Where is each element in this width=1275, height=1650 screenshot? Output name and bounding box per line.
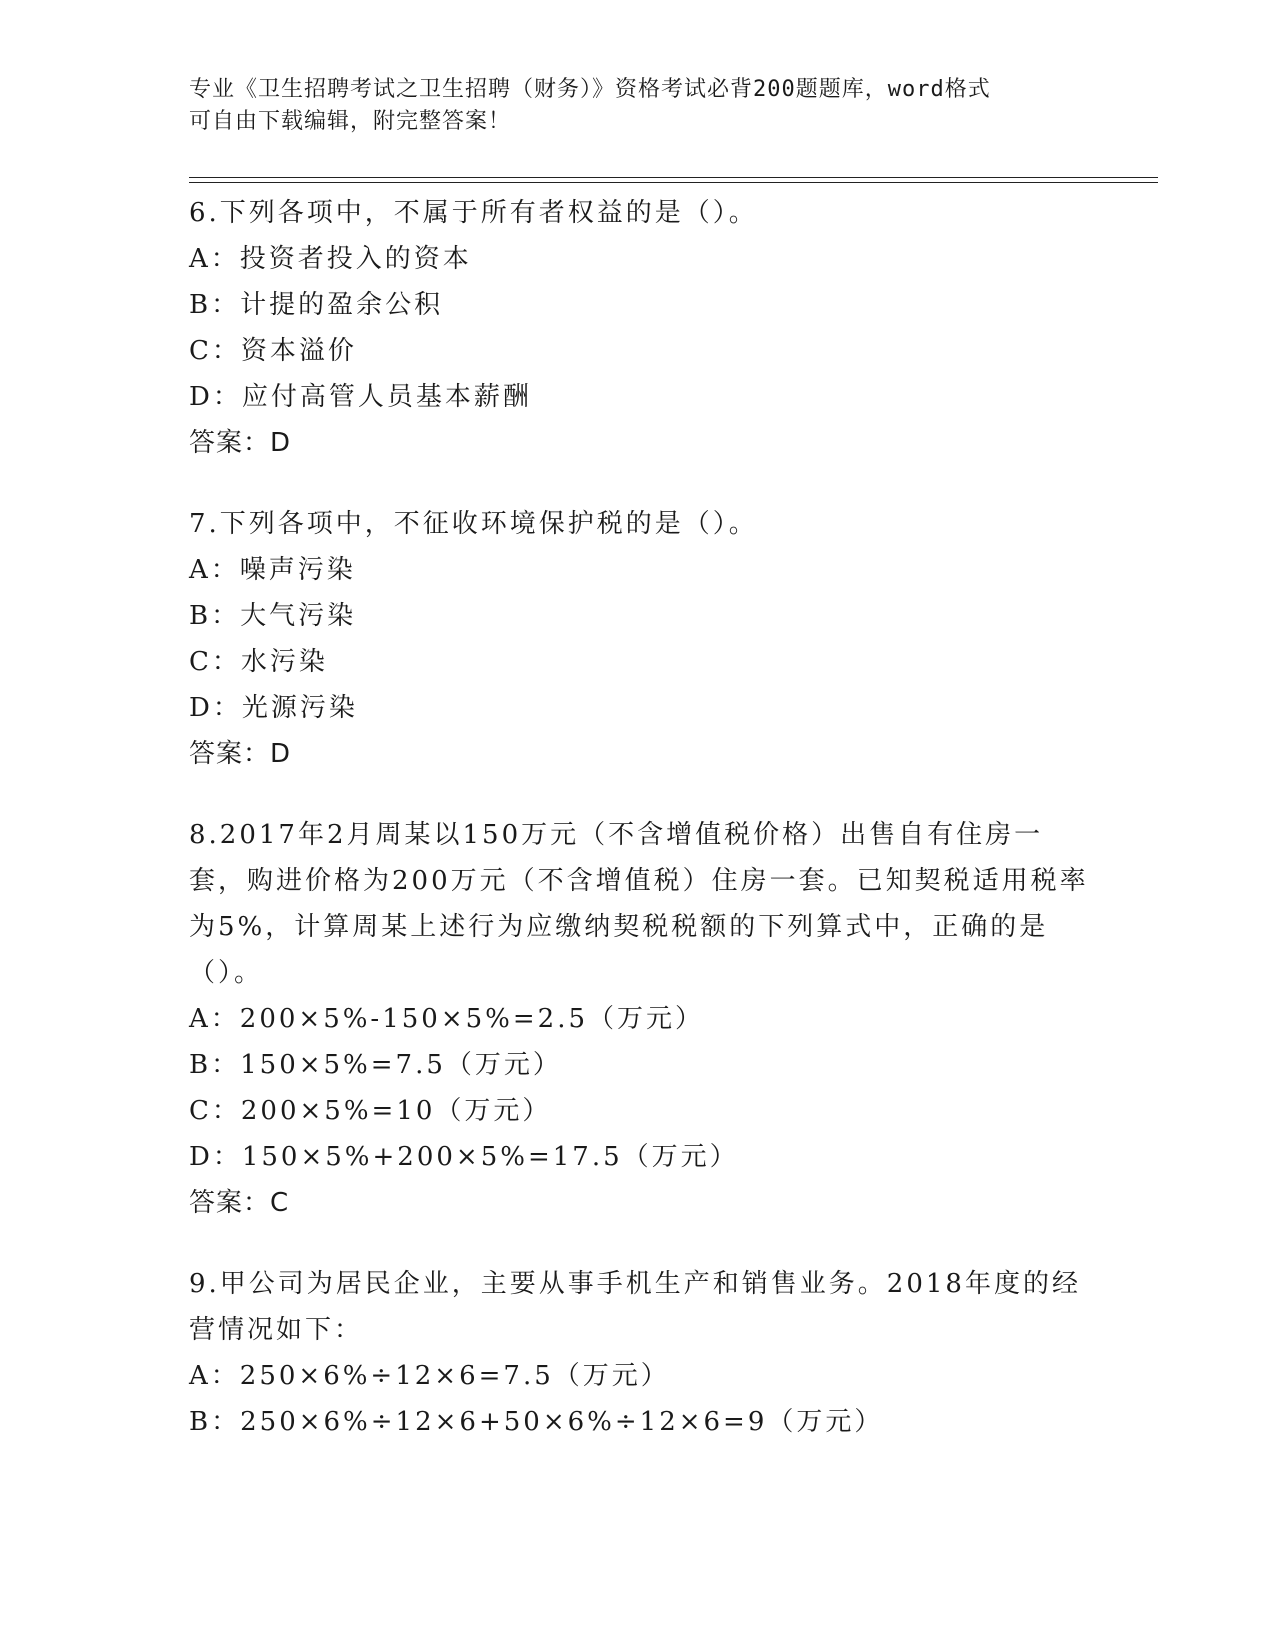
option-b: B：150×5%=7.5（万元） — [189, 1050, 562, 1080]
option-c: C：200×5%=10（万元） — [189, 1096, 552, 1126]
option-d: D：光源污染 — [189, 693, 358, 723]
option-d: D：150×5%+200×5%=17.5（万元） — [189, 1142, 739, 1172]
header-title-line1: 专业《卫生招聘考试之卫生招聘（财务）》资格考试必背200题题库，word格式 — [189, 77, 991, 102]
question-text: 7.下列各项中，不征收环境保护税的是（）。 — [189, 509, 758, 539]
question-text: 8.2017年2月周某以150万元（不含增值税价格）出售自有住房一套，购进价格为200万元（不含增值税）住房一套。已知契税适用税率为5%，计算周某上述行为应缴纳契税税额的下列算式中，正确的是（）。 — [189, 820, 1089, 988]
question-8 — [189, 812, 1089, 1226]
header-title-line2: 可自由下载编辑，附完整答案！ — [189, 109, 512, 134]
option-a: A：噪声污染 — [189, 555, 356, 585]
option-c: C：水污染 — [189, 647, 328, 677]
option-b: B：大气污染 — [189, 601, 357, 631]
header-divider-bottom — [189, 182, 1158, 183]
question-text: 6.下列各项中，不属于所有者权益的是（）。 — [189, 198, 758, 228]
answer-label: 答案：C — [189, 1188, 290, 1218]
answer-label: 答案：D — [189, 739, 292, 769]
question-text: 9.甲公司为居民企业，主要从事手机生产和销售业务。2018年度的经营情况如下： — [189, 1269, 1081, 1345]
option-b: B：250×6%÷12×6+50×6%÷12×6=9（万元） — [189, 1407, 884, 1437]
option-b: B：计提的盈余公积 — [189, 290, 444, 320]
question-6 — [189, 190, 1089, 466]
option-d: D：应付高管人员基本薪酬 — [189, 382, 532, 412]
option-c: C：资本溢价 — [189, 336, 357, 366]
option-a: A：200×5%-150×5%=2.5（万元） — [189, 1004, 705, 1034]
answer-label: 答案：D — [189, 428, 292, 458]
option-a: A：投资者投入的资本 — [189, 244, 472, 274]
question-7 — [189, 501, 1089, 777]
question-list — [189, 190, 1089, 1480]
document-header — [189, 74, 1069, 138]
header-divider-top — [189, 177, 1158, 178]
option-a: A：250×6%÷12×6=7.5（万元） — [189, 1361, 670, 1391]
question-9 — [189, 1261, 1089, 1445]
